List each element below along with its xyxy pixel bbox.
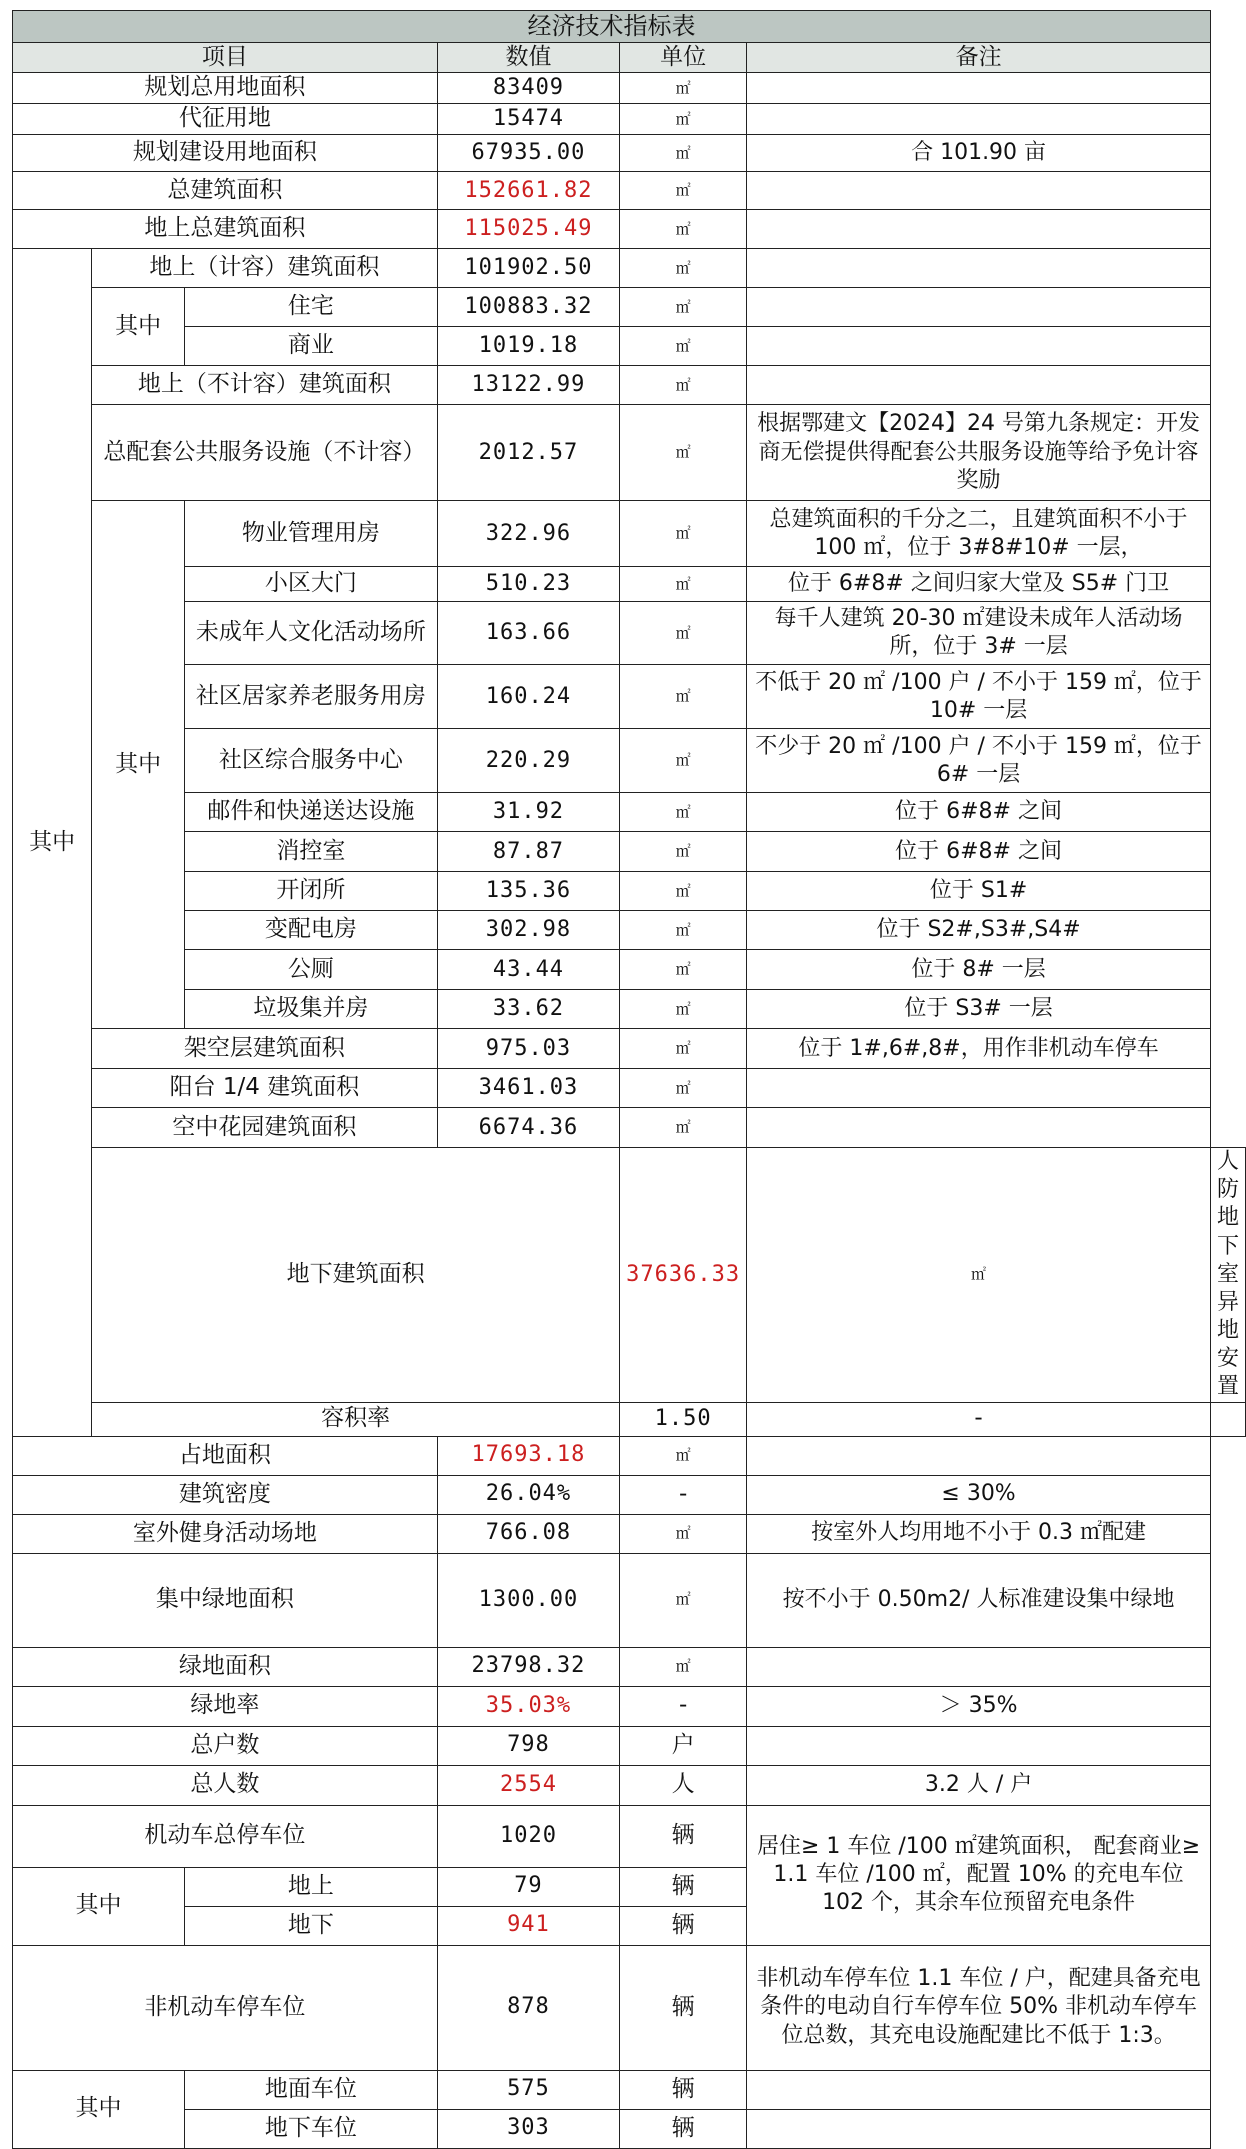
row-value: 23798.32 bbox=[437, 1647, 619, 1686]
row-value: 31.92 bbox=[437, 793, 619, 832]
row-label: 地上（不计容）建筑面积 bbox=[92, 366, 438, 405]
row-unit: ㎡ bbox=[620, 665, 747, 729]
table-row bbox=[13, 405, 1246, 501]
row-label: 地下建筑面积 bbox=[92, 1148, 620, 1402]
row-note bbox=[747, 1436, 1211, 1475]
row-unit: ㎡ bbox=[620, 135, 747, 172]
row-note bbox=[747, 1726, 1211, 1765]
table-row bbox=[13, 135, 1246, 172]
row-value: 33.62 bbox=[437, 990, 619, 1029]
row-unit: ㎡ bbox=[620, 249, 747, 288]
table-row bbox=[13, 73, 1246, 104]
row-value: 101902.50 bbox=[437, 249, 619, 288]
table-row bbox=[13, 104, 1246, 135]
row-label: 规划总用地面积 bbox=[13, 73, 438, 104]
row-unit: ㎡ bbox=[620, 405, 747, 501]
row-label: 规划建设用地面积 bbox=[13, 135, 438, 172]
row-label: 机动车总停车位 bbox=[13, 1805, 438, 1867]
row-value: 1020 bbox=[437, 1805, 619, 1867]
row-value: 43.44 bbox=[437, 950, 619, 990]
header-value: 数值 bbox=[437, 42, 619, 72]
table-row bbox=[13, 1647, 1246, 1686]
row-note bbox=[1210, 1402, 1245, 1436]
row-label: 建筑密度 bbox=[13, 1475, 438, 1514]
group-label-counted: 其中 bbox=[92, 288, 185, 366]
row-value: 322.96 bbox=[437, 501, 619, 567]
table-row bbox=[13, 2109, 1246, 2148]
table-row bbox=[13, 1148, 1246, 1402]
row-note: 居住≥ 1 车位 /100 ㎡建筑面积， 配套商业≥ 1.1 车位 /100 ㎡，配置 10% 的充电车位 102 个，其余车位预留充电条件 bbox=[747, 1805, 1211, 1945]
row-value: 510.23 bbox=[437, 567, 619, 602]
row-value: 152661.82 bbox=[437, 172, 619, 210]
row-note: 不少于 20 ㎡ /100 户 / 不小于 159 ㎡，位于 6# 一层 bbox=[747, 729, 1211, 793]
table-row bbox=[13, 729, 1246, 793]
row-unit: ㎡ bbox=[620, 1029, 747, 1069]
row-unit: - bbox=[620, 1475, 747, 1514]
row-label: 住宅 bbox=[185, 288, 438, 327]
row-label: 公厕 bbox=[185, 950, 438, 990]
row-unit: ㎡ bbox=[620, 872, 747, 911]
row-value: 3461.03 bbox=[437, 1069, 619, 1108]
header-note: 备注 bbox=[747, 42, 1211, 72]
table-row bbox=[13, 1475, 1246, 1514]
row-note: 人防地下室异地安置 bbox=[1210, 1148, 1245, 1402]
row-note: 位于 6#8# 之间 bbox=[747, 832, 1211, 872]
row-label: 代征用地 bbox=[13, 104, 438, 135]
row-value: 26.04% bbox=[437, 1475, 619, 1514]
row-label: 绿地率 bbox=[13, 1686, 438, 1726]
row-note: 每千人建筑 20-30 ㎡建设未成年人活动场所，位于 3# 一层 bbox=[747, 602, 1211, 665]
row-value: 1.50 bbox=[620, 1402, 747, 1436]
row-value: 975.03 bbox=[437, 1029, 619, 1069]
table-row bbox=[13, 602, 1246, 665]
header-item: 项目 bbox=[13, 42, 438, 72]
row-label: 非机动车停车位 bbox=[13, 1945, 438, 2070]
row-unit: ㎡ bbox=[620, 210, 747, 249]
table-row bbox=[13, 665, 1246, 729]
table-row bbox=[13, 793, 1246, 832]
row-value: 67935.00 bbox=[437, 135, 619, 172]
row-note: 位于 8# 一层 bbox=[747, 950, 1211, 990]
row-note: ≤ 30% bbox=[747, 1475, 1211, 1514]
table-row bbox=[13, 1402, 1246, 1436]
row-unit: ㎡ bbox=[620, 1514, 747, 1553]
row-unit: 辆 bbox=[620, 2070, 747, 2109]
row-value: 83409 bbox=[437, 73, 619, 104]
row-value: 2012.57 bbox=[437, 405, 619, 501]
row-label: 容积率 bbox=[92, 1402, 620, 1436]
table-row bbox=[13, 366, 1246, 405]
row-label: 地下车位 bbox=[185, 2109, 438, 2148]
table-row bbox=[13, 1805, 1246, 1867]
table-row bbox=[13, 1029, 1246, 1069]
row-note: 按室外人均用地不小于 0.3 ㎡配建 bbox=[747, 1514, 1211, 1553]
row-label: 垃圾集并房 bbox=[185, 990, 438, 1029]
group-label-facilities: 其中 bbox=[92, 501, 185, 1029]
row-unit: ㎡ bbox=[620, 172, 747, 210]
row-value: 87.87 bbox=[437, 832, 619, 872]
row-value: 766.08 bbox=[437, 1514, 619, 1553]
row-note: 总建筑面积的千分之二，且建筑面积不小于 100 ㎡，位于 3#8#10# 一层， bbox=[747, 501, 1211, 567]
row-unit: - bbox=[620, 1686, 747, 1726]
row-note: 按不小于 0.50m2/ 人标准建设集中绿地 bbox=[747, 1553, 1211, 1647]
row-unit: ㎡ bbox=[620, 729, 747, 793]
row-label: 总建筑面积 bbox=[13, 172, 438, 210]
row-unit: ㎡ bbox=[620, 950, 747, 990]
row-note bbox=[747, 2109, 1211, 2148]
row-unit: ㎡ bbox=[620, 366, 747, 405]
row-label: 社区综合服务中心 bbox=[185, 729, 438, 793]
row-note: 位于 S3# 一层 bbox=[747, 990, 1211, 1029]
row-unit: ㎡ bbox=[620, 602, 747, 665]
row-value: 37636.33 bbox=[620, 1148, 747, 1402]
row-label: 绿地面积 bbox=[13, 1647, 438, 1686]
table-row bbox=[13, 1069, 1246, 1108]
row-label: 开闭所 bbox=[185, 872, 438, 911]
row-label: 空中花园建筑面积 bbox=[92, 1108, 438, 1148]
row-label: 小区大门 bbox=[185, 567, 438, 602]
row-label: 地上总建筑面积 bbox=[13, 210, 438, 249]
row-label: 架空层建筑面积 bbox=[92, 1029, 438, 1069]
row-unit: ㎡ bbox=[620, 567, 747, 602]
row-unit: ㎡ bbox=[620, 288, 747, 327]
row-note bbox=[747, 1647, 1211, 1686]
table-row bbox=[13, 990, 1246, 1029]
table-row bbox=[13, 1108, 1246, 1148]
table-row bbox=[13, 832, 1246, 872]
row-note bbox=[747, 327, 1211, 366]
row-label: 地下 bbox=[185, 1906, 438, 1945]
row-unit: 户 bbox=[620, 1726, 747, 1765]
row-label: 物业管理用房 bbox=[185, 501, 438, 567]
table-row bbox=[13, 1765, 1246, 1805]
row-unit: ㎡ bbox=[620, 501, 747, 567]
row-unit: 辆 bbox=[620, 2109, 747, 2148]
row-note bbox=[747, 2070, 1211, 2109]
row-note bbox=[747, 210, 1211, 249]
row-unit: 辆 bbox=[620, 1906, 747, 1945]
row-value: 1300.00 bbox=[437, 1553, 619, 1647]
row-note bbox=[747, 104, 1211, 135]
row-note: 不低于 20 ㎡ /100 户 / 不小于 159 ㎡，位于 10# 一层 bbox=[747, 665, 1211, 729]
row-note: 3.2 人 / 户 bbox=[747, 1765, 1211, 1805]
row-unit: ㎡ bbox=[620, 793, 747, 832]
row-unit: 辆 bbox=[620, 1805, 747, 1867]
row-note: 非机动车停车位 1.1 车位 / 户，配建具备充电条件的电动自行车停车位 50% 非机动车停车位总数，其充电设施配建比不低于 1:3。 bbox=[747, 1945, 1211, 2070]
row-note bbox=[747, 1108, 1211, 1148]
economic-indicator-table bbox=[12, 10, 1246, 2149]
table-row bbox=[13, 567, 1246, 602]
table-row bbox=[13, 1553, 1246, 1647]
row-unit: ㎡ bbox=[620, 990, 747, 1029]
row-value: 13122.99 bbox=[437, 366, 619, 405]
row-label: 消控室 bbox=[185, 832, 438, 872]
row-label: 变配电房 bbox=[185, 911, 438, 950]
row-unit: ㎡ bbox=[620, 832, 747, 872]
table-row bbox=[13, 288, 1246, 327]
row-unit: ㎡ bbox=[620, 1647, 747, 1686]
row-note: 位于 S2#,S3#,S4# bbox=[747, 911, 1211, 950]
row-value: 35.03% bbox=[437, 1686, 619, 1726]
row-value: 115025.49 bbox=[437, 210, 619, 249]
row-unit: ㎡ bbox=[620, 327, 747, 366]
row-value: 1019.18 bbox=[437, 327, 619, 366]
row-value: 6674.36 bbox=[437, 1108, 619, 1148]
group-label-above: 其中 bbox=[13, 249, 92, 1436]
table-row bbox=[13, 2070, 1246, 2109]
table-row bbox=[13, 911, 1246, 950]
row-label: 未成年人文化活动场所 bbox=[185, 602, 438, 665]
table-row bbox=[13, 327, 1246, 366]
row-value: 163.66 bbox=[437, 602, 619, 665]
row-label: 集中绿地面积 bbox=[13, 1553, 438, 1647]
row-note bbox=[747, 73, 1211, 104]
row-unit: ㎡ bbox=[620, 1108, 747, 1148]
row-note: 位于 1#,6#,8#，用作非机动车停车 bbox=[747, 1029, 1211, 1069]
table-row bbox=[13, 950, 1246, 990]
row-label: 邮件和快递送达设施 bbox=[185, 793, 438, 832]
row-unit: 辆 bbox=[620, 1867, 747, 1906]
table-title: 经济技术指标表 bbox=[13, 11, 1211, 43]
row-label: 地面车位 bbox=[185, 2070, 438, 2109]
row-note: ＞ 35% bbox=[747, 1686, 1211, 1726]
row-unit: ㎡ bbox=[620, 911, 747, 950]
row-note: 位于 S1# bbox=[747, 872, 1211, 911]
row-unit: 辆 bbox=[620, 1945, 747, 2070]
table-row bbox=[13, 1686, 1246, 1726]
row-value: 79 bbox=[437, 1867, 619, 1906]
row-unit: ㎡ bbox=[747, 1148, 1211, 1402]
row-value: 941 bbox=[437, 1906, 619, 1945]
group-label-motor: 其中 bbox=[13, 1867, 185, 1945]
table-row bbox=[13, 249, 1246, 288]
row-unit: ㎡ bbox=[620, 73, 747, 104]
row-label: 社区居家养老服务用房 bbox=[185, 665, 438, 729]
row-note: 位于 6#8# 之间 bbox=[747, 793, 1211, 832]
row-unit: ㎡ bbox=[620, 1069, 747, 1108]
row-value: 798 bbox=[437, 1726, 619, 1765]
row-note: 根据鄂建文【2024】24 号第九条规定：开发商无偿提供得配套公共服务设施等给予免计容奖励 bbox=[747, 405, 1211, 501]
row-note: 位于 6#8# 之间归家大堂及 S5# 门卫 bbox=[747, 567, 1211, 602]
table-row bbox=[13, 1726, 1246, 1765]
table-row bbox=[13, 872, 1246, 911]
table-row bbox=[13, 1436, 1246, 1475]
table-row bbox=[13, 1945, 1246, 2070]
row-value: 575 bbox=[437, 2070, 619, 2109]
row-value: 17693.18 bbox=[437, 1436, 619, 1475]
table-row bbox=[13, 210, 1246, 249]
row-value: 160.24 bbox=[437, 665, 619, 729]
row-unit: ㎡ bbox=[620, 1436, 747, 1475]
row-value: 15474 bbox=[437, 104, 619, 135]
row-value: 2554 bbox=[437, 1765, 619, 1805]
row-unit: ㎡ bbox=[620, 1553, 747, 1647]
row-unit: - bbox=[747, 1402, 1211, 1436]
row-unit: 人 bbox=[620, 1765, 747, 1805]
row-label: 占地面积 bbox=[13, 1436, 438, 1475]
row-note bbox=[747, 366, 1211, 405]
row-label: 总户数 bbox=[13, 1726, 438, 1765]
row-note bbox=[747, 1069, 1211, 1108]
table-row bbox=[13, 501, 1246, 567]
row-label: 地上（计容）建筑面积 bbox=[92, 249, 438, 288]
row-value: 302.98 bbox=[437, 911, 619, 950]
table-row bbox=[13, 172, 1246, 210]
row-label: 地上 bbox=[185, 1867, 438, 1906]
row-note bbox=[747, 249, 1211, 288]
row-unit: ㎡ bbox=[620, 104, 747, 135]
row-label: 总人数 bbox=[13, 1765, 438, 1805]
row-label: 商业 bbox=[185, 327, 438, 366]
group-label-bike: 其中 bbox=[13, 2070, 185, 2148]
row-note bbox=[747, 172, 1211, 210]
row-value: 100883.32 bbox=[437, 288, 619, 327]
row-note bbox=[747, 288, 1211, 327]
row-label: 总配套公共服务设施（不计容） bbox=[92, 405, 438, 501]
row-value: 303 bbox=[437, 2109, 619, 2148]
row-label: 室外健身活动场地 bbox=[13, 1514, 438, 1553]
row-value: 220.29 bbox=[437, 729, 619, 793]
header-unit: 单位 bbox=[620, 42, 747, 72]
row-note: 合 101.90 亩 bbox=[747, 135, 1211, 172]
row-value: 878 bbox=[437, 1945, 619, 2070]
row-label: 阳台 1/4 建筑面积 bbox=[92, 1069, 438, 1108]
table-row bbox=[13, 1514, 1246, 1553]
row-value: 135.36 bbox=[437, 872, 619, 911]
